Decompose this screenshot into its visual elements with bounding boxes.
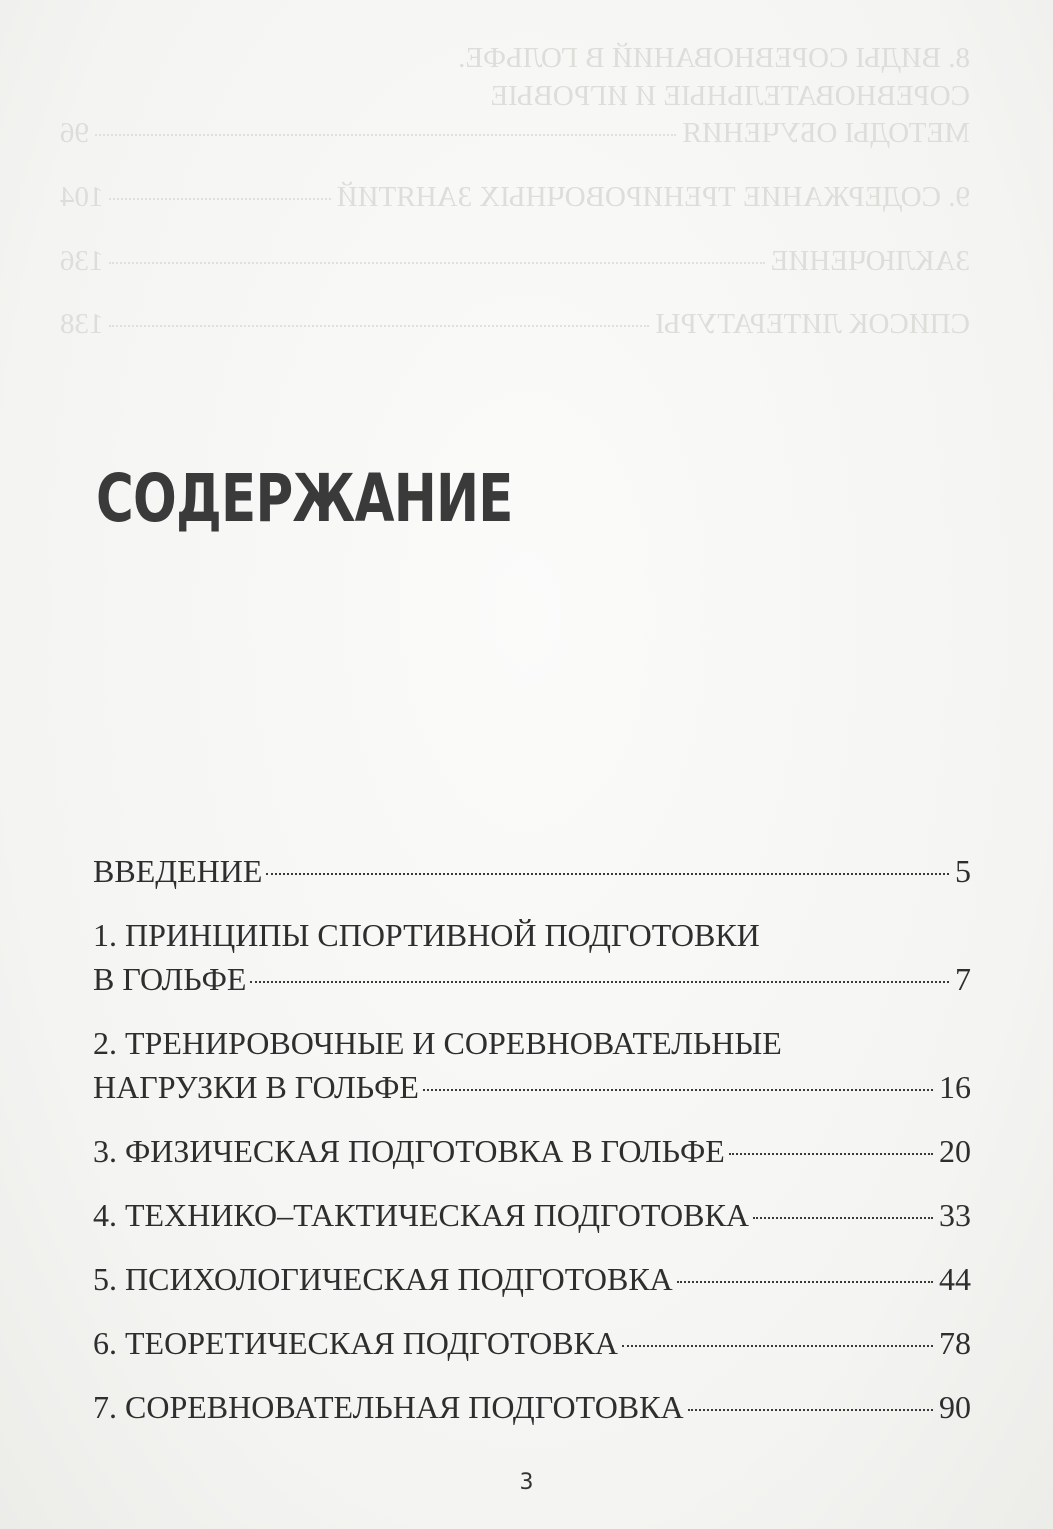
dot-leader — [250, 981, 949, 983]
bleed-through-text — [60, 40, 970, 370]
bleed-through-title: ЗАКЛЮЧЕНИЕ — [770, 244, 970, 277]
toc-entry-line — [93, 1196, 971, 1234]
dot-leader — [266, 873, 949, 875]
bleed-through-page: 104 — [60, 181, 104, 214]
dot-leader — [753, 1217, 933, 1219]
toc-entry — [93, 1024, 971, 1106]
page-number: 3 — [519, 1470, 534, 1495]
bleed-through-title: СОРЕВНОВАТЕЛЬНЫЕ И ИГРОВЫЕ — [490, 79, 970, 112]
bleed-through-dots — [95, 134, 676, 136]
bleed-through-line — [60, 179, 970, 217]
toc-entry-title: 6. ТЕОРЕТИЧЕСКАЯ ПОДГОТОВКА — [93, 1325, 618, 1361]
bleed-through-line — [60, 115, 970, 153]
toc-entry-title: В ГОЛЬФЕ — [93, 961, 247, 997]
bleed-through-line — [60, 243, 970, 281]
toc-entry — [93, 1324, 971, 1362]
dot-leader — [729, 1153, 933, 1155]
toc-entry-title: 5. ПСИХОЛОГИЧЕСКАЯ ПОДГОТОВКА — [93, 1261, 673, 1297]
toc-entry-line — [93, 1324, 971, 1362]
toc-entry — [93, 852, 971, 890]
toc-entry-title-line: 2. ТРЕНИРОВОЧНЫЕ И СОРЕВНОВАТЕЛЬНЫЕ — [93, 1025, 782, 1061]
bleed-through-line — [60, 40, 970, 78]
bleed-through-line — [60, 78, 970, 116]
toc-page-number: 78 — [939, 1325, 971, 1361]
toc-page-number: 20 — [939, 1133, 971, 1169]
toc-page-number: 7 — [955, 961, 971, 997]
toc-entry — [93, 1196, 971, 1234]
table-of-contents — [93, 852, 971, 1452]
bleed-through-line — [60, 306, 970, 344]
dot-leader — [622, 1345, 933, 1347]
bleed-through-dots — [110, 262, 765, 264]
toc-entry-title: 3. ФИЗИЧЕСКАЯ ПОДГОТОВКА В ГОЛЬФЕ — [93, 1133, 725, 1169]
toc-entry-title: НАГРУЗКИ В ГОЛЬФЕ — [93, 1069, 419, 1105]
bleed-through-page: 136 — [60, 244, 104, 277]
toc-entry — [93, 1132, 971, 1170]
toc-entry-title: 4. ТЕХНИКО–ТАКТИЧЕСКАЯ ПОДГОТОВКА — [93, 1197, 749, 1233]
bleed-through-title: СПИСОК ЛИТЕРАТУРЫ — [655, 308, 970, 341]
toc-entry-line — [93, 1388, 971, 1426]
bleed-through-page: 96 — [60, 117, 89, 150]
dot-leader — [677, 1281, 933, 1283]
toc-page-number: 90 — [939, 1389, 971, 1425]
dot-leader — [688, 1409, 933, 1411]
toc-entry — [93, 1260, 971, 1298]
toc-entry — [93, 1388, 971, 1426]
toc-page-number: 5 — [955, 853, 971, 889]
toc-page-number: 33 — [939, 1197, 971, 1233]
toc-entry — [93, 916, 971, 998]
toc-page-number: 16 — [939, 1069, 971, 1105]
bleed-through-title: 8. ВИДЫ СОРЕВНОВАНИЙ В ГОЛЬФЕ. — [458, 42, 970, 74]
bleed-through-title: 9. СОДЕРЖАНИЕ ТРЕНИРОВОЧНЫХ ЗАНЯТИЙ — [336, 181, 970, 214]
dot-leader — [423, 1089, 933, 1091]
bleed-through-dots — [110, 198, 331, 200]
toc-entry-title: ВВЕДЕНИЕ — [93, 853, 263, 889]
toc-entry-line — [93, 1260, 971, 1298]
toc-entry-title-line: 1. ПРИНЦИПЫ СПОРТИВНОЙ ПОДГОТОВКИ — [93, 917, 760, 953]
toc-entry-line — [93, 852, 971, 890]
toc-page-number: 44 — [939, 1261, 971, 1297]
bleed-through-dots — [110, 325, 650, 327]
bleed-through-title: МЕТОДЫ ОБУЧЕНИЯ — [682, 117, 970, 150]
toc-entry-line — [93, 960, 971, 998]
toc-entry-title: 7. СОРЕВНОВАТЕЛЬНАЯ ПОДГОТОВКА — [93, 1389, 684, 1425]
toc-entry-line — [93, 1068, 971, 1106]
toc-entry-line — [93, 1132, 971, 1170]
bleed-through-page: 138 — [60, 308, 104, 341]
page-title: СОДЕРЖАНИЕ — [96, 460, 513, 537]
